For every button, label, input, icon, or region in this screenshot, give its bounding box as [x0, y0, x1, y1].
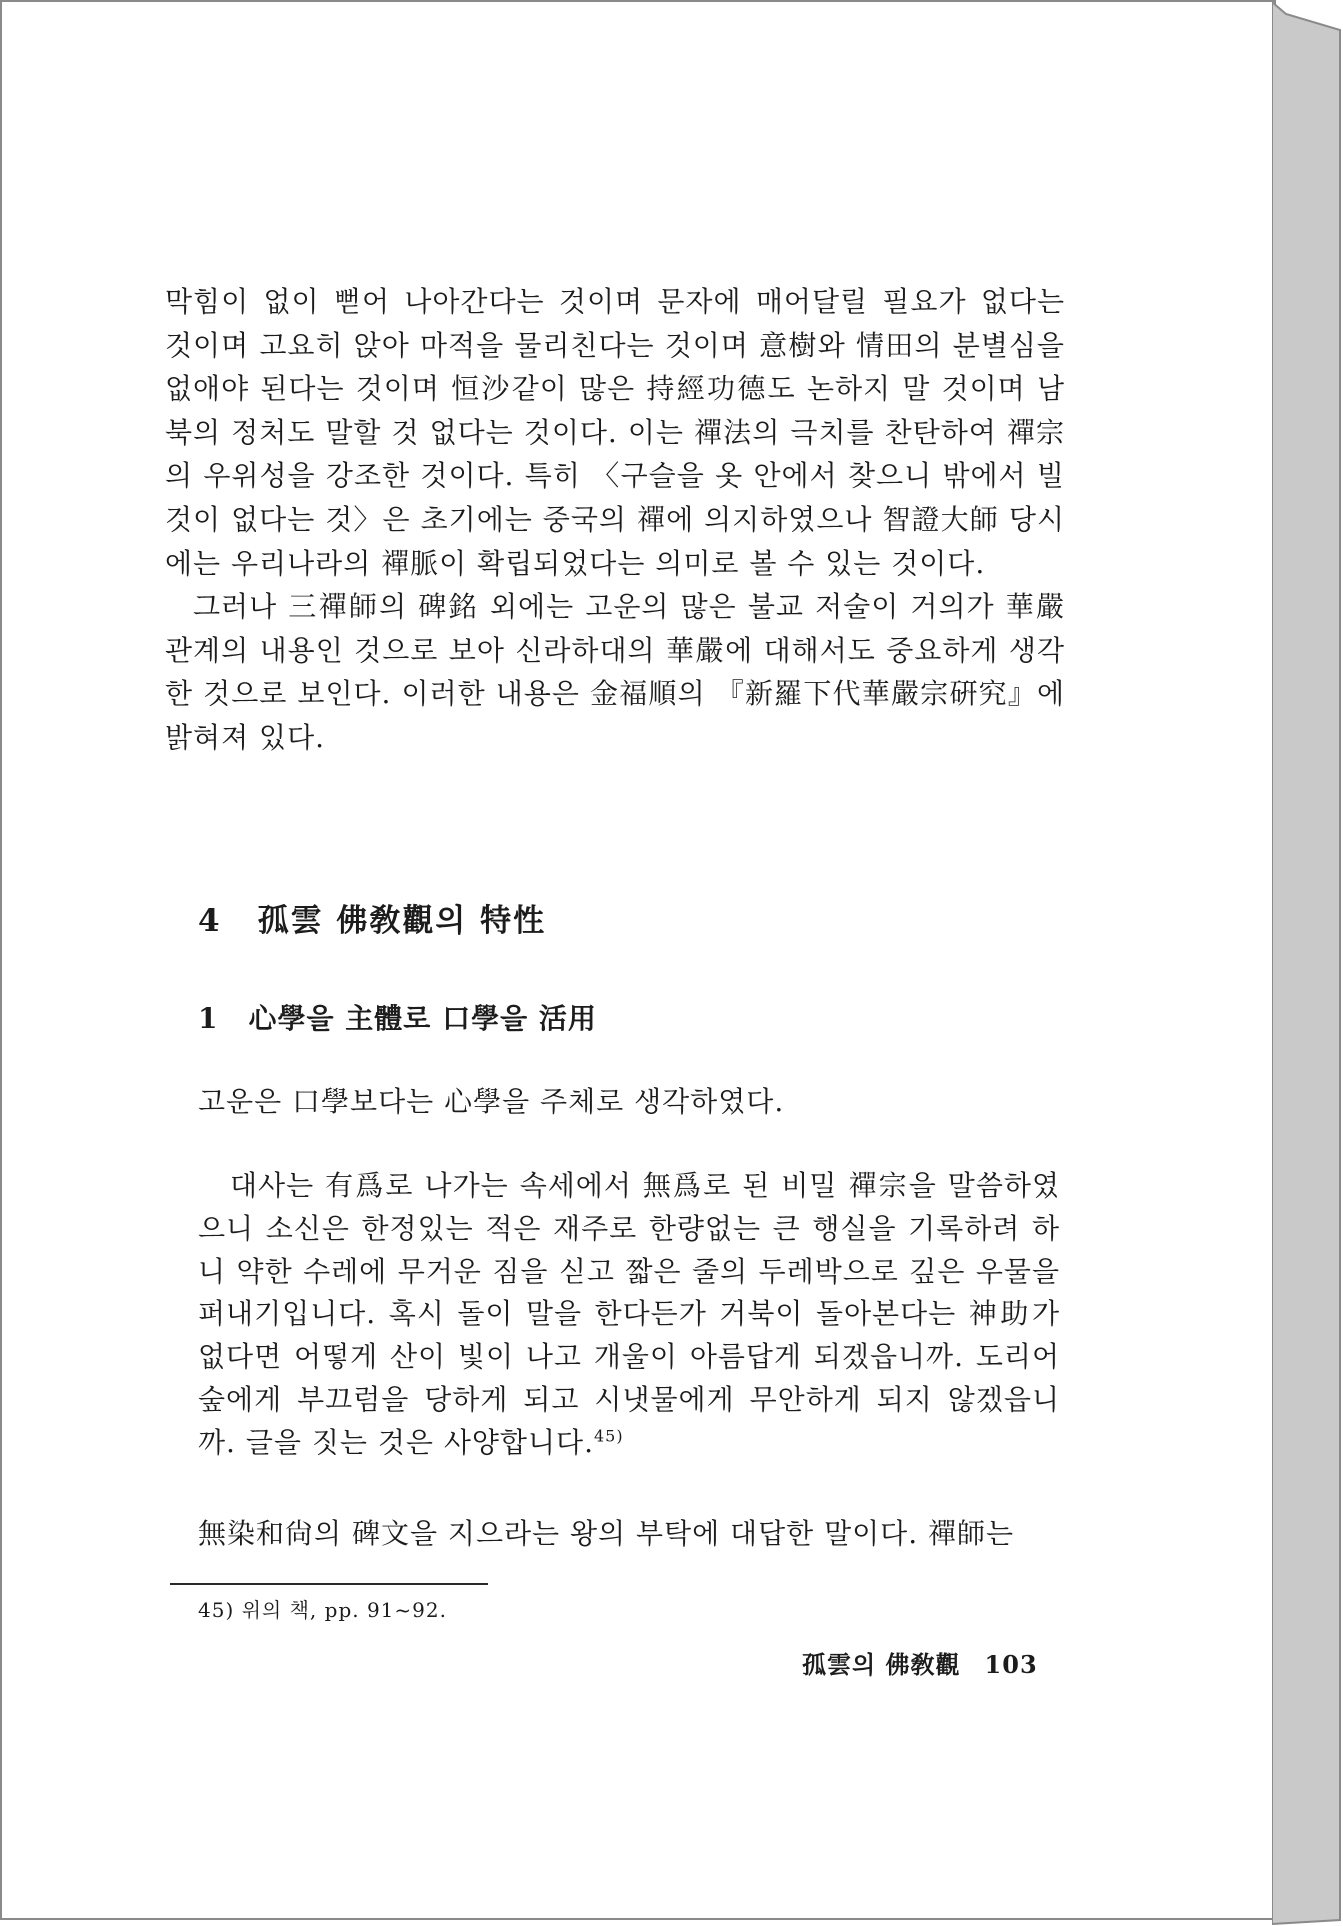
lead-sentence: 고운은 口學보다는 心學을 주체로 생각하였다.: [198, 1085, 785, 1118]
quote-text: 대사는 有爲로 나가는 속세에서 無爲로 된 비밀 禪宗을 말씀하였으니 소신은 한정있는 적은 재주로 한량없는 큰 행실을 기록하려 하니 약한 수레에 무거운 짐을 싣고 짧은 줄의 두레박으로 깊은 우물을 퍼내기입니다. 혹시 돌이 말을 한다든가 거북이 돌아본다는 神助가 없다면 어떻게 산이 빛이 나고 개울이 아름답게 되겠읍니까. 도리어 숲에게 부끄럼을 당하게 되고 시냇물에게 무안하게 되지 않겠읍니까. 글을 짓는 것은 사양합니다.: [198, 1169, 1060, 1459]
footnote: 45) 위의 책, pp. 91~92.: [198, 1598, 447, 1622]
continuation-line: 無染和尙의 碑文을 지으라는 왕의 부탁에 대답한 말이다. 禪師는: [198, 1517, 1015, 1550]
subsection-heading: [198, 997, 597, 1037]
page-number: 103: [984, 1650, 1038, 1679]
running-title: 孤雲의 佛敎觀: [802, 1650, 961, 1679]
section-number: 4: [198, 903, 222, 939]
running-footer: [802, 1645, 1038, 1680]
body-text: [165, 280, 1065, 760]
section-title: 孤雲 佛敎觀의 特性: [257, 903, 547, 939]
section-heading: [198, 895, 546, 940]
page-stack-edge: [1272, 0, 1343, 1926]
footnote-divider: [170, 1583, 488, 1585]
footnote-ref: 45): [593, 1426, 624, 1446]
subsection-title: 心學을 主體로 口學을 活用: [248, 1002, 597, 1035]
paragraph-1: 막힘이 없이 뻗어 나아간다는 것이며 문자에 매어달릴 필요가 없다는 것이며 고요히 앉아 마적을 물리친다는 것이며 意樹와 情田의 분별심을 없애야 된다는 것이며 恒沙같이 많은 持經功德도 논하지 말 것이며 남북의 정처도 말할 것 없다는 것이다. 이는 禪法의 극치를 찬탄하여 禪宗의 우위성을 강조한 것이다. 특히 〈구슬을 옷 안에서 찾으니 밖에서 빌 것이 없다는 것〉은 초기에는 중국의 禪에 의지하였으나 智證大師 당시에는 우리나라의 禪脈이 확립되었다는 의미로 볼 수 있는 것이다.: [165, 285, 1065, 580]
block-quote: [198, 1165, 1060, 1465]
paragraph-2: 그러나 三禪師의 碑銘 외에는 고운의 많은 불교 저술이 거의가 華嚴관계의 내용인 것으로 보아 신라하대의 華嚴에 대해서도 중요하게 생각한 것으로 보인다. 이러한 내용은 金福順의 『新羅下代華嚴宗硏究』에 밝혀져 있다.: [165, 590, 1065, 754]
subsection-number: 1: [198, 1002, 219, 1035]
